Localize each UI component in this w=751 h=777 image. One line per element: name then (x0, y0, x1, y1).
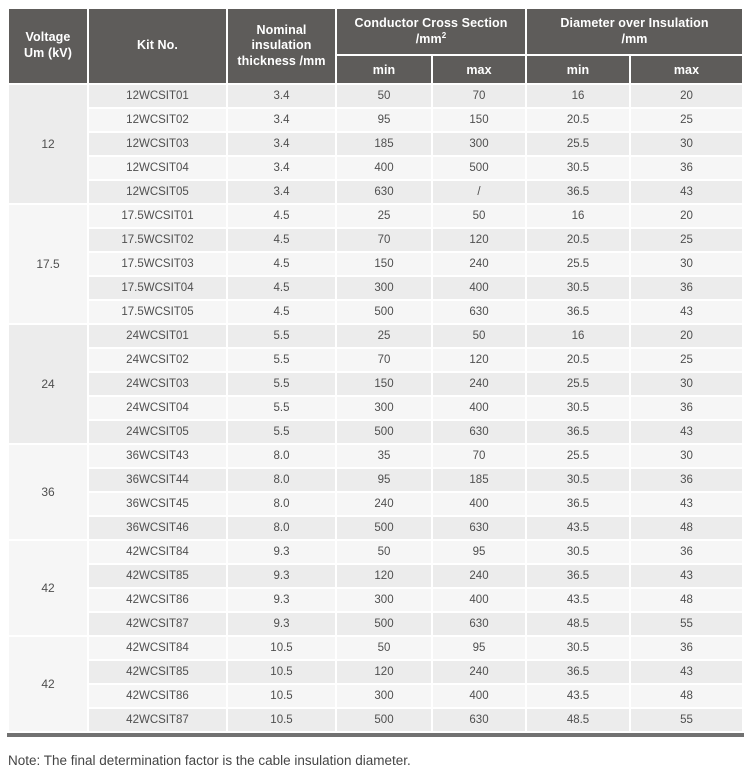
cell-dia-min: 43.5 (527, 589, 629, 611)
cell-ccs-min: 70 (337, 349, 431, 371)
cell-ccs-max: 630 (433, 613, 525, 635)
cell-dia-max: 36 (631, 541, 742, 563)
cell-kit-no: 36WCSIT45 (89, 493, 226, 515)
cell-dia-max: 36 (631, 469, 742, 491)
cell-thickness: 3.4 (228, 85, 335, 107)
cell-dia-max: 43 (631, 301, 742, 323)
voltage-group-cell: 24 (9, 325, 87, 443)
cell-dia-max: 30 (631, 445, 742, 467)
cell-ccs-min: 25 (337, 205, 431, 227)
voltage-group-cell: 36 (9, 445, 87, 539)
cell-ccs-min: 50 (337, 541, 431, 563)
cell-ccs-max: 95 (433, 637, 525, 659)
table-row (9, 85, 742, 107)
cell-dia-min: 36.5 (527, 493, 629, 515)
cell-kit-no: 42WCSIT86 (89, 589, 226, 611)
cell-dia-max: 36 (631, 277, 742, 299)
table-row (9, 205, 742, 227)
cell-kit-no: 12WCSIT05 (89, 181, 226, 203)
cell-dia-max: 25 (631, 109, 742, 131)
cell-ccs-max: 400 (433, 277, 525, 299)
cell-ccs-max: 240 (433, 373, 525, 395)
cell-thickness: 4.5 (228, 301, 335, 323)
voltage-group-cell: 42 (9, 637, 87, 731)
table-body (9, 85, 742, 731)
header-thickness-line2: thickness /mm (237, 53, 326, 68)
kit-selection-table-wrap (7, 7, 744, 737)
header-dia-max: max (631, 56, 742, 83)
cell-ccs-min: 50 (337, 85, 431, 107)
header-thickness-line1: Nominal insulation (251, 22, 312, 53)
table-row (9, 709, 742, 731)
cell-ccs-min: 500 (337, 421, 431, 443)
cell-thickness: 5.5 (228, 397, 335, 419)
header-conductor-unit-base: /mm (415, 31, 442, 46)
cell-dia-max: 55 (631, 709, 742, 731)
cell-ccs-max: 500 (433, 157, 525, 179)
table-row (9, 565, 742, 587)
table-row (9, 253, 742, 275)
cell-dia-min: 48.5 (527, 613, 629, 635)
cell-kit-no: 12WCSIT01 (89, 85, 226, 107)
table-header (9, 9, 742, 83)
cell-thickness: 8.0 (228, 493, 335, 515)
cell-ccs-min: 185 (337, 133, 431, 155)
cell-dia-min: 43.5 (527, 685, 629, 707)
cell-ccs-max: 630 (433, 517, 525, 539)
cell-ccs-min: 500 (337, 613, 431, 635)
cell-ccs-max: 50 (433, 205, 525, 227)
table-row (9, 613, 742, 635)
cell-thickness: 3.4 (228, 133, 335, 155)
table-row (9, 349, 742, 371)
voltage-group-cell: 42 (9, 541, 87, 635)
cell-dia-min: 30.5 (527, 277, 629, 299)
cell-dia-max: 43 (631, 565, 742, 587)
table-row (9, 637, 742, 659)
cell-kit-no: 12WCSIT03 (89, 133, 226, 155)
cell-kit-no: 42WCSIT87 (89, 709, 226, 731)
cell-thickness: 10.5 (228, 637, 335, 659)
cell-dia-max: 43 (631, 421, 742, 443)
cell-ccs-max: 630 (433, 301, 525, 323)
cell-thickness: 9.3 (228, 541, 335, 563)
cell-ccs-min: 50 (337, 637, 431, 659)
cell-thickness: 4.5 (228, 253, 335, 275)
header-conductor-unit (337, 32, 525, 48)
table-row (9, 373, 742, 395)
cell-dia-max: 20 (631, 85, 742, 107)
cell-dia-min: 16 (527, 85, 629, 107)
cell-kit-no: 12WCSIT02 (89, 109, 226, 131)
cell-dia-max: 25 (631, 349, 742, 371)
cell-dia-min: 30.5 (527, 157, 629, 179)
cell-dia-max: 48 (631, 517, 742, 539)
cell-ccs-max: 185 (433, 469, 525, 491)
cell-ccs-min: 400 (337, 157, 431, 179)
cell-dia-min: 25.5 (527, 445, 629, 467)
cell-dia-min: 16 (527, 325, 629, 347)
cell-ccs-min: 120 (337, 565, 431, 587)
cell-kit-no: 17.5WCSIT02 (89, 229, 226, 251)
cell-dia-min: 30.5 (527, 469, 629, 491)
cell-dia-min: 30.5 (527, 541, 629, 563)
cell-ccs-min: 240 (337, 493, 431, 515)
cell-kit-no: 36WCSIT46 (89, 517, 226, 539)
cell-thickness: 10.5 (228, 661, 335, 683)
table-row (9, 541, 742, 563)
cell-thickness: 5.5 (228, 349, 335, 371)
cell-kit-no: 24WCSIT02 (89, 349, 226, 371)
voltage-group-cell: 12 (9, 85, 87, 203)
cell-ccs-min: 500 (337, 517, 431, 539)
header-diameter-over-insulation (527, 9, 742, 54)
table-row (9, 229, 742, 251)
table-row (9, 301, 742, 323)
cell-ccs-min: 300 (337, 397, 431, 419)
cell-kit-no: 24WCSIT01 (89, 325, 226, 347)
cell-dia-max: 30 (631, 253, 742, 275)
cell-dia-min: 48.5 (527, 709, 629, 731)
cell-dia-min: 20.5 (527, 349, 629, 371)
cell-dia-min: 36.5 (527, 421, 629, 443)
cell-ccs-min: 120 (337, 661, 431, 683)
header-diameter-unit: /mm (621, 31, 648, 46)
cell-dia-min: 36.5 (527, 301, 629, 323)
header-dia-min: min (527, 56, 629, 83)
table-row (9, 661, 742, 683)
header-conductor-cross-section (337, 9, 525, 54)
cell-thickness: 3.4 (228, 157, 335, 179)
cell-thickness: 5.5 (228, 421, 335, 443)
cell-ccs-max: 240 (433, 253, 525, 275)
cell-thickness: 3.4 (228, 109, 335, 131)
cell-dia-max: 30 (631, 133, 742, 155)
cell-kit-no: 17.5WCSIT03 (89, 253, 226, 275)
header-voltage-line1: Voltage (25, 30, 71, 45)
cell-ccs-min: 630 (337, 181, 431, 203)
cell-ccs-max: 400 (433, 493, 525, 515)
cell-dia-max: 36 (631, 157, 742, 179)
cell-kit-no: 24WCSIT05 (89, 421, 226, 443)
header-voltage-line2: Um (kV) (24, 46, 72, 60)
cell-ccs-min: 300 (337, 685, 431, 707)
table-row (9, 589, 742, 611)
table-row (9, 157, 742, 179)
table-row (9, 397, 742, 419)
cell-dia-min: 36.5 (527, 181, 629, 203)
cell-ccs-max: 150 (433, 109, 525, 131)
cell-ccs-min: 500 (337, 709, 431, 731)
cell-thickness: 8.0 (228, 517, 335, 539)
cell-ccs-min: 300 (337, 277, 431, 299)
cell-ccs-min: 150 (337, 373, 431, 395)
table-note: Note: The final determination factor is the cable insulation diameter. (8, 753, 411, 768)
kit-selection-table (7, 7, 744, 733)
cell-kit-no: 42WCSIT84 (89, 637, 226, 659)
header-kit-no: Kit No. (89, 9, 226, 83)
cell-kit-no: 24WCSIT03 (89, 373, 226, 395)
cell-ccs-max: 70 (433, 445, 525, 467)
cell-ccs-max: 70 (433, 85, 525, 107)
table-row (9, 133, 742, 155)
cell-dia-max: 43 (631, 181, 742, 203)
table-row (9, 469, 742, 491)
table-row (9, 421, 742, 443)
cell-thickness: 5.5 (228, 325, 335, 347)
voltage-group-cell: 17.5 (9, 205, 87, 323)
cell-ccs-min: 25 (337, 325, 431, 347)
cell-dia-min: 25.5 (527, 133, 629, 155)
cell-thickness: 9.3 (228, 613, 335, 635)
cell-dia-min: 20.5 (527, 229, 629, 251)
cell-ccs-max: 120 (433, 229, 525, 251)
table-row (9, 493, 742, 515)
table-row (9, 685, 742, 707)
cell-thickness: 9.3 (228, 565, 335, 587)
cell-ccs-min: 300 (337, 589, 431, 611)
cell-thickness: 4.5 (228, 277, 335, 299)
cell-ccs-max: 95 (433, 541, 525, 563)
table-row (9, 325, 742, 347)
cell-dia-max: 25 (631, 229, 742, 251)
table-row (9, 277, 742, 299)
cell-ccs-max: 300 (433, 133, 525, 155)
header-conductor-unit-sup: 2 (441, 30, 447, 40)
header-conductor-title: Conductor Cross Section (354, 15, 508, 30)
cell-dia-min: 43.5 (527, 517, 629, 539)
cell-ccs-max: / (433, 181, 525, 203)
cell-ccs-min: 70 (337, 229, 431, 251)
cell-dia-max: 48 (631, 589, 742, 611)
cell-thickness: 4.5 (228, 229, 335, 251)
cell-thickness: 10.5 (228, 709, 335, 731)
cell-dia-min: 36.5 (527, 661, 629, 683)
cell-kit-no: 42WCSIT86 (89, 685, 226, 707)
cell-ccs-min: 35 (337, 445, 431, 467)
table-row (9, 109, 742, 131)
cell-dia-max: 55 (631, 613, 742, 635)
cell-ccs-max: 50 (433, 325, 525, 347)
cell-thickness: 3.4 (228, 181, 335, 203)
cell-dia-max: 20 (631, 325, 742, 347)
table-row (9, 445, 742, 467)
table-row (9, 181, 742, 203)
cell-dia-min: 25.5 (527, 253, 629, 275)
cell-kit-no: 36WCSIT43 (89, 445, 226, 467)
cell-ccs-max: 400 (433, 397, 525, 419)
cell-dia-max: 30 (631, 373, 742, 395)
cell-dia-max: 36 (631, 397, 742, 419)
cell-kit-no: 17.5WCSIT01 (89, 205, 226, 227)
cell-kit-no: 42WCSIT87 (89, 613, 226, 635)
cell-ccs-min: 95 (337, 469, 431, 491)
cell-ccs-min: 500 (337, 301, 431, 323)
cell-ccs-max: 120 (433, 349, 525, 371)
header-ccs-min: min (337, 56, 431, 83)
cell-dia-min: 16 (527, 205, 629, 227)
cell-thickness: 9.3 (228, 589, 335, 611)
cell-thickness: 8.0 (228, 445, 335, 467)
cell-kit-no: 42WCSIT85 (89, 661, 226, 683)
cell-dia-max: 20 (631, 205, 742, 227)
cell-kit-no: 42WCSIT85 (89, 565, 226, 587)
cell-dia-min: 30.5 (527, 637, 629, 659)
cell-kit-no: 24WCSIT04 (89, 397, 226, 419)
cell-dia-min: 36.5 (527, 565, 629, 587)
cell-ccs-min: 95 (337, 109, 431, 131)
cell-ccs-max: 400 (433, 685, 525, 707)
cell-dia-min: 25.5 (527, 373, 629, 395)
cell-dia-min: 30.5 (527, 397, 629, 419)
cell-thickness: 5.5 (228, 373, 335, 395)
cell-ccs-max: 240 (433, 661, 525, 683)
cell-ccs-max: 630 (433, 421, 525, 443)
cell-kit-no: 42WCSIT84 (89, 541, 226, 563)
cell-kit-no: 36WCSIT44 (89, 469, 226, 491)
cell-thickness: 10.5 (228, 685, 335, 707)
cell-dia-max: 43 (631, 661, 742, 683)
cell-dia-min: 20.5 (527, 109, 629, 131)
cell-ccs-max: 630 (433, 709, 525, 731)
cell-dia-max: 36 (631, 637, 742, 659)
cell-thickness: 8.0 (228, 469, 335, 491)
cell-ccs-max: 400 (433, 589, 525, 611)
cell-dia-max: 48 (631, 685, 742, 707)
cell-dia-max: 43 (631, 493, 742, 515)
cell-kit-no: 17.5WCSIT05 (89, 301, 226, 323)
cell-ccs-min: 150 (337, 253, 431, 275)
header-voltage (9, 9, 87, 83)
cell-ccs-max: 240 (433, 565, 525, 587)
header-ccs-max: max (433, 56, 525, 83)
table-row (9, 517, 742, 539)
header-diameter-title: Diameter over Insulation (560, 15, 709, 30)
cell-kit-no: 12WCSIT04 (89, 157, 226, 179)
cell-kit-no: 17.5WCSIT04 (89, 277, 226, 299)
cell-thickness: 4.5 (228, 205, 335, 227)
header-insulation-thickness (228, 9, 335, 83)
